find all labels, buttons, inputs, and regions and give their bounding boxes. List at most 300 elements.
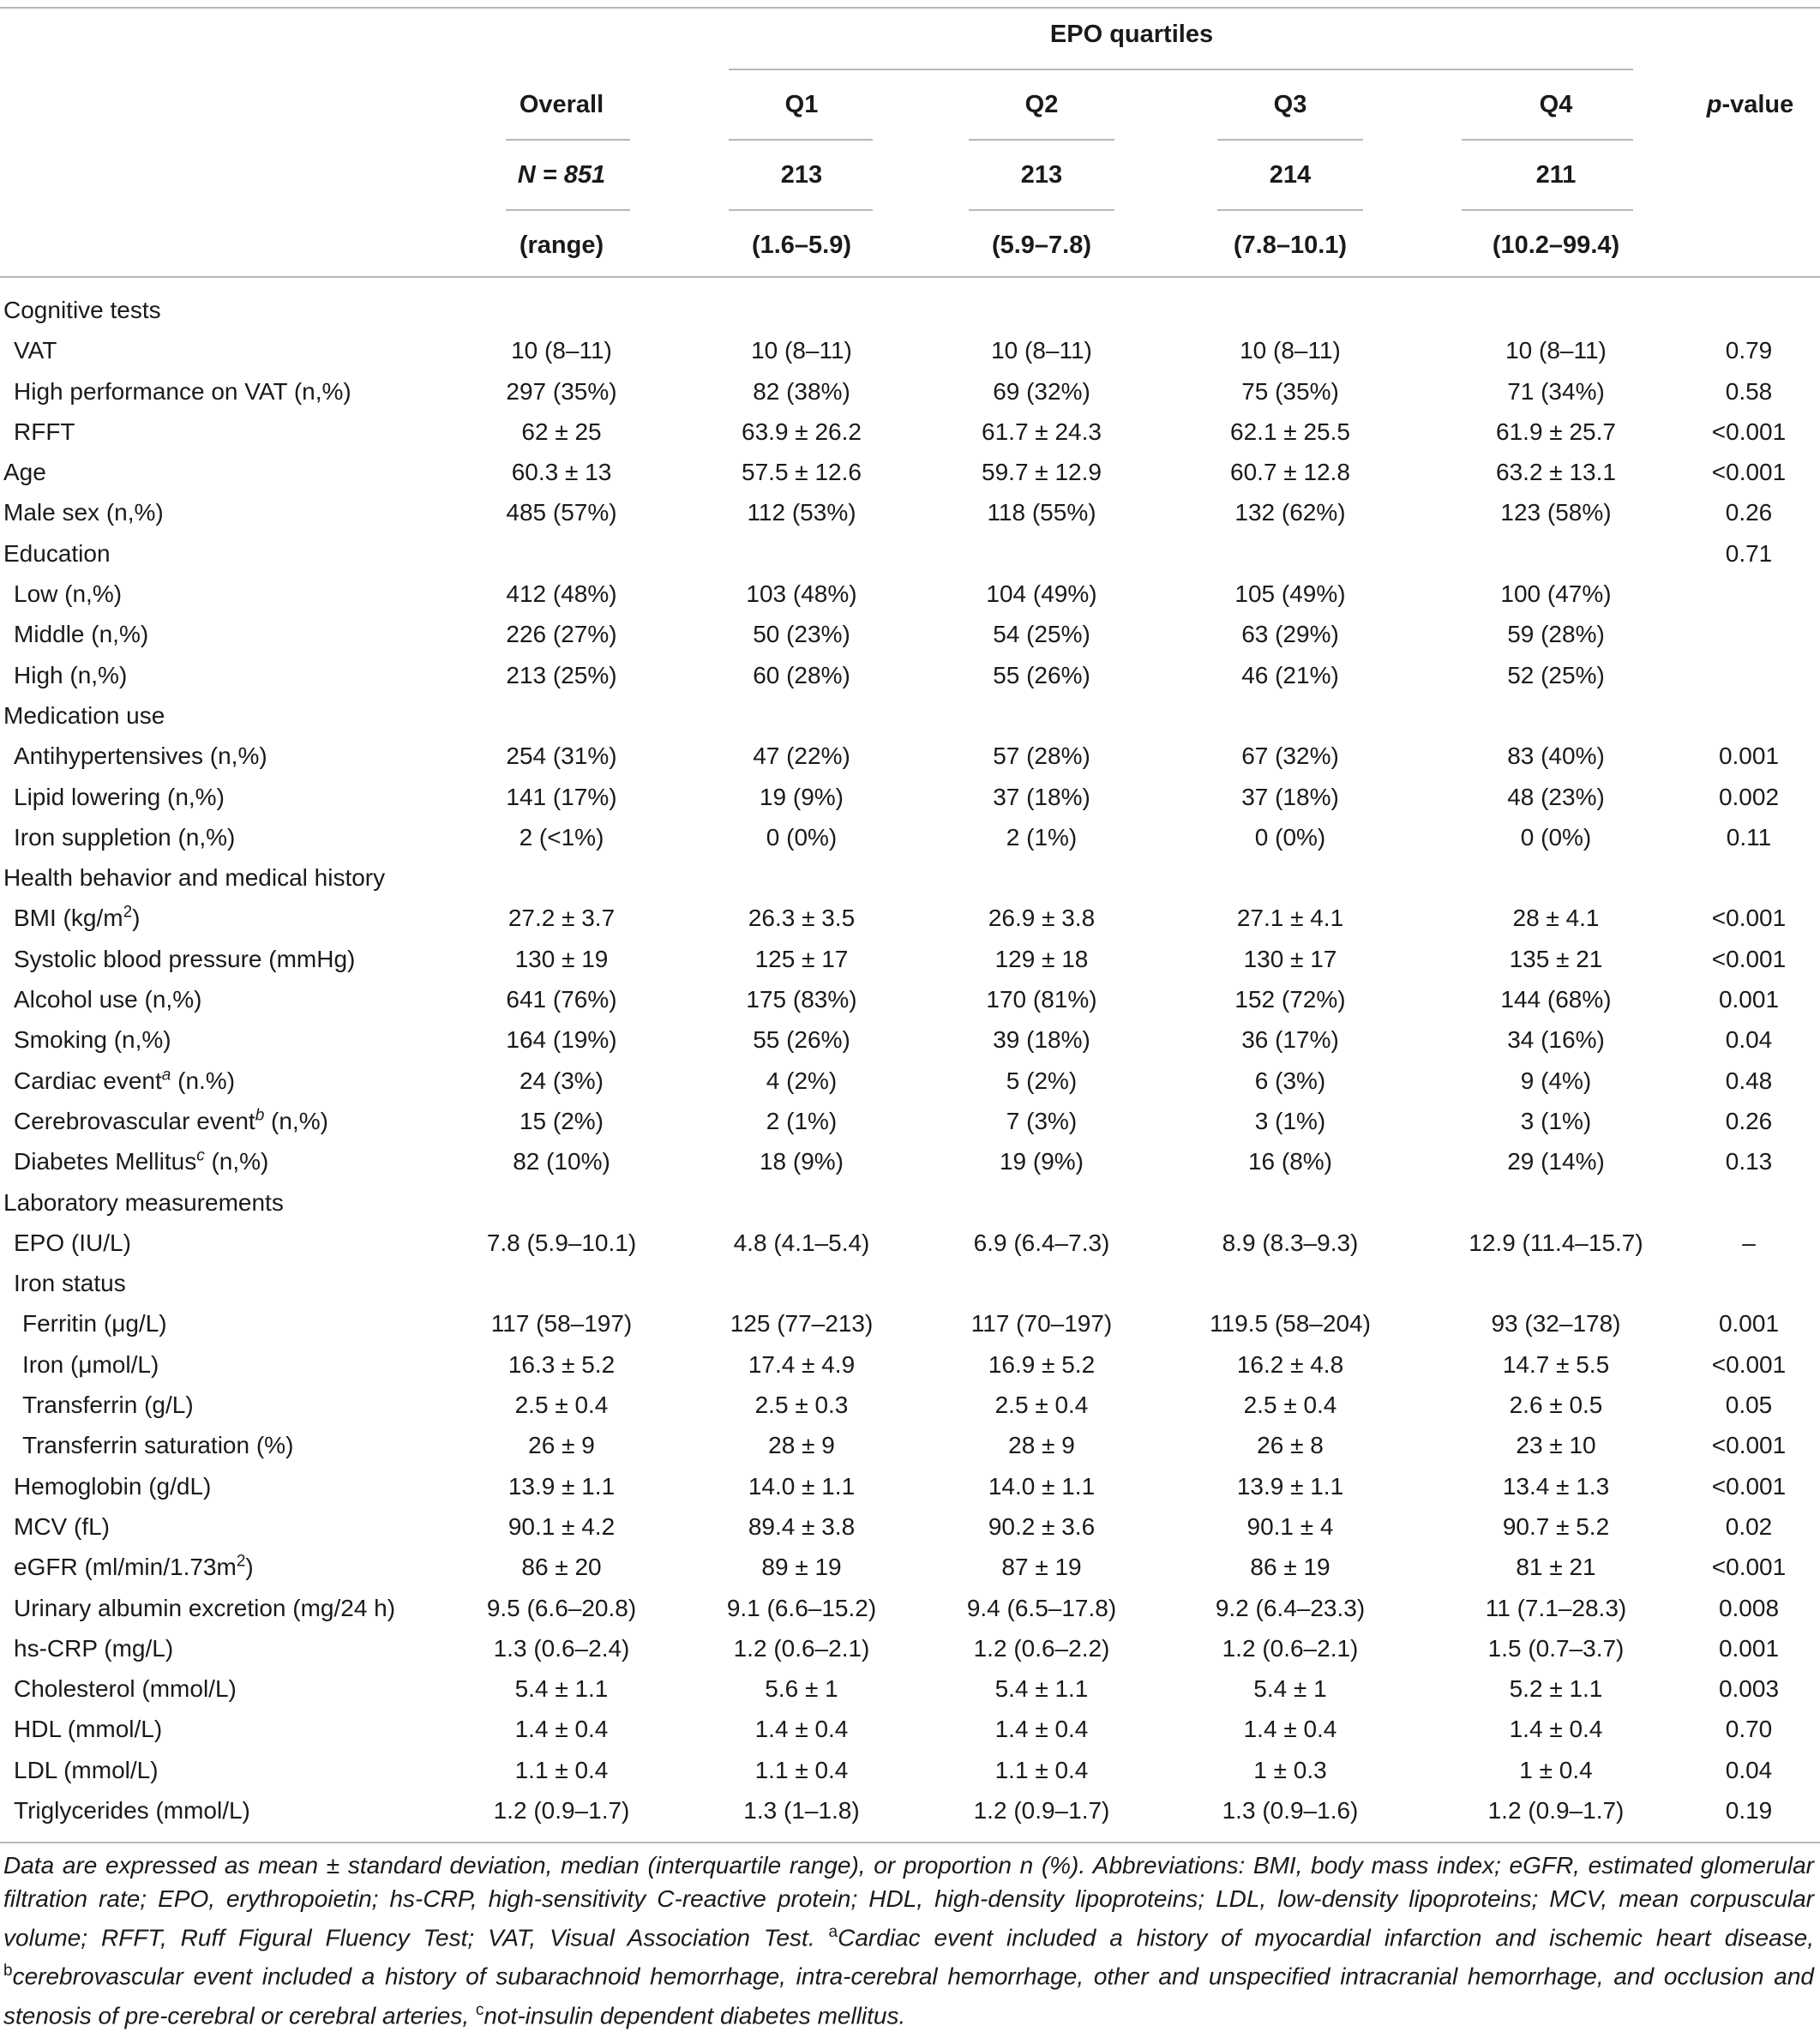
row-label-text: MCV (fL) — [14, 1512, 110, 1540]
cell-q3: 1.4 ± 0.4 — [1243, 1716, 1337, 1743]
cell-overall: 86 ± 20 — [521, 1554, 602, 1581]
cell-q1: 60 (28%) — [753, 661, 850, 688]
table-row — [0, 1750, 1820, 1790]
cell-p-value: <0.001 — [1711, 945, 1787, 972]
cell-q1: 50 (23%) — [753, 621, 850, 648]
table-row — [0, 1668, 1820, 1709]
cell-overall: 10 (8–11) — [511, 337, 612, 364]
cell-p-value: 0.001 — [1718, 1310, 1780, 1338]
row-label — [14, 1588, 395, 1628]
row-label-text: Cognitive tests — [3, 297, 161, 323]
cell-q1: 175 (83%) — [746, 986, 857, 1013]
table-row — [0, 533, 1820, 574]
cell-overall: 254 (31%) — [506, 742, 617, 770]
row-label-sup: c — [196, 1146, 205, 1165]
cell-overall: 130 ± 19 — [514, 945, 609, 972]
cell-q2: 37 (18%) — [993, 783, 1090, 810]
cell-overall: 5.4 ± 1.1 — [514, 1675, 609, 1703]
cell-q1: 19 (9%) — [759, 783, 844, 810]
col-overall-range: (range) — [519, 231, 604, 259]
header-bottom-rule — [0, 276, 1820, 278]
table-row — [0, 574, 1820, 614]
cell-q1: 28 ± 9 — [768, 1432, 835, 1459]
p-italic: p — [1706, 91, 1722, 118]
footnote-main: Data are expressed as mean ± standard deviation, median (interquartile range), or proportion n (%). Abbreviations: BMI, body mass index; eGFR, estimated glomerular filtration rate; EPO, erythropoietin; hs-CRP, high-sensitivity C-reactive protein; HDL, high-density lipoproteins; LDL, low-density lipoproteins; MCV, mean corpuscular volume; RFFT, Ruff Figural Fluency Test; VAT, Visual Association Test. — [3, 1852, 1814, 1951]
row-label-suffix: ) — [132, 905, 141, 932]
col-q1-n: 213 — [780, 161, 823, 189]
cell-q2: 129 ± 18 — [994, 945, 1089, 972]
table-row — [0, 371, 1820, 412]
cell-q2: 61.7 ± 24.3 — [982, 418, 1102, 445]
row-label-text: Diabetes Mellitus — [14, 1148, 197, 1175]
row-label — [14, 1506, 110, 1547]
cell-q2: 9.4 (6.5–17.8) — [966, 1594, 1117, 1621]
cell-overall: 641 (76%) — [506, 986, 617, 1013]
cell-q1: 26.3 ± 3.5 — [748, 905, 856, 932]
row-label — [14, 1101, 328, 1141]
cell-overall: 141 (17%) — [506, 783, 617, 810]
row-label — [14, 614, 148, 654]
row-label — [14, 1019, 171, 1060]
cell-q1: 55 (26%) — [753, 1026, 850, 1054]
table-row — [0, 492, 1820, 532]
cell-q1: 103 (48%) — [746, 580, 857, 608]
row-label — [14, 1790, 250, 1831]
cell-p-value: 0.05 — [1725, 1392, 1773, 1419]
cell-q2: 118 (55%) — [987, 499, 1096, 526]
col-q3-rule2 — [1217, 209, 1363, 211]
table-row — [0, 655, 1820, 695]
footnote-b-mark: b — [3, 1962, 13, 1981]
table-row — [0, 330, 1820, 370]
row-label-sup: 2 — [236, 1552, 246, 1571]
col-q3-name: Q3 — [1273, 91, 1307, 118]
cell-q4: 34 (16%) — [1507, 1026, 1605, 1054]
cell-q2: 55 (26%) — [993, 661, 1090, 688]
row-label-text: Alcohol use (n,%) — [14, 986, 202, 1013]
table-row — [0, 1506, 1820, 1547]
col-q1-rule1 — [729, 139, 873, 141]
p-suffix: -value — [1721, 91, 1794, 118]
cell-overall: 62 ± 25 — [521, 418, 602, 445]
table-row — [0, 1628, 1820, 1668]
cell-q2: 1.1 ± 0.4 — [994, 1756, 1089, 1783]
table-row — [0, 777, 1820, 817]
cell-q2: 1.4 ± 0.4 — [994, 1716, 1089, 1743]
cell-q4: 1.4 ± 0.4 — [1509, 1716, 1603, 1743]
table-row — [0, 939, 1820, 979]
cell-p-value: 0.71 — [1725, 539, 1773, 567]
table-row — [0, 857, 1820, 898]
cell-q3: 5.4 ± 1 — [1253, 1675, 1327, 1703]
cell-p-value: <0.001 — [1711, 418, 1787, 445]
cell-overall: 226 (27%) — [506, 621, 617, 648]
table-row — [0, 817, 1820, 857]
cell-q4: 11 (7.1–28.3) — [1485, 1594, 1627, 1621]
cell-q3: 1.3 (0.9–1.6) — [1222, 1796, 1359, 1824]
row-label — [3, 857, 385, 898]
cell-q3: 132 (62%) — [1234, 499, 1346, 526]
row-label — [14, 1223, 131, 1263]
table-row — [0, 1061, 1820, 1101]
col-overall-rule1 — [506, 139, 630, 141]
table-row — [0, 452, 1820, 492]
row-label-text: Iron status — [14, 1270, 126, 1297]
row-label-text: Ferritin (μg/L) — [22, 1310, 167, 1338]
cell-q2: 10 (8–11) — [991, 337, 1092, 364]
cell-overall: 16.3 ± 5.2 — [508, 1350, 616, 1378]
row-label-suffix: (n,%) — [204, 1148, 269, 1175]
cell-q2: 1.2 (0.9–1.7) — [973, 1796, 1110, 1824]
row-label-text: Lipid lowering (n,%) — [14, 783, 225, 810]
row-label — [14, 1466, 211, 1506]
cell-q3: 37 (18%) — [1241, 783, 1339, 810]
cell-q2: 2 (1%) — [1006, 823, 1078, 851]
cell-q4: 13.4 ± 1.3 — [1502, 1472, 1610, 1500]
cell-q1: 10 (8–11) — [751, 337, 852, 364]
cell-q2: 90.2 ± 3.6 — [988, 1512, 1096, 1540]
table-footnote — [3, 1849, 1814, 2032]
cell-p-value: 0.002 — [1718, 783, 1780, 810]
cell-q3: 1.2 (0.6–2.1) — [1222, 1634, 1359, 1662]
cell-q2: 28 ± 9 — [1008, 1432, 1075, 1459]
row-label — [14, 655, 127, 695]
cell-q4: 10 (8–11) — [1505, 337, 1607, 364]
row-label — [22, 1385, 194, 1425]
cell-q3: 62.1 ± 25.5 — [1230, 418, 1350, 445]
cell-overall: 7.8 (5.9–10.1) — [486, 1229, 637, 1256]
cell-q3: 36 (17%) — [1241, 1026, 1339, 1054]
cell-q2: 59.7 ± 12.9 — [982, 459, 1102, 486]
row-label — [14, 736, 267, 776]
cell-overall: 412 (48%) — [506, 580, 617, 608]
cell-q1: 4.8 (4.1–5.4) — [733, 1229, 870, 1256]
row-label-text: Transferrin (g/L) — [22, 1392, 194, 1419]
footnote-a-text: Cardiac event included a history of myocardial infarction and ischemic heart disease, — [838, 1924, 1814, 1951]
row-label-text: Male sex (n,%) — [3, 499, 164, 526]
row-label-text: Low (n,%) — [14, 580, 123, 608]
cell-q2: 6.9 (6.4–7.3) — [973, 1229, 1110, 1256]
cell-q1: 1.3 (1–1.8) — [743, 1796, 860, 1824]
row-label — [14, 371, 351, 412]
row-label — [14, 817, 235, 857]
cell-q4: 2.6 ± 0.5 — [1509, 1392, 1603, 1419]
row-label-text: Cerebrovascular event — [14, 1107, 255, 1134]
cell-q4: 52 (25%) — [1507, 661, 1605, 688]
table-row — [0, 1709, 1820, 1749]
col-q2-rule2 — [969, 209, 1114, 211]
col-q4-range: (10.2–99.4) — [1492, 231, 1620, 259]
row-label — [14, 1061, 235, 1101]
row-label — [14, 1709, 162, 1749]
col-q4-name: Q4 — [1539, 91, 1573, 118]
col-q4-rule1 — [1462, 139, 1633, 141]
cell-p-value: 0.04 — [1725, 1026, 1773, 1054]
table-bottom-rule — [0, 1842, 1820, 1843]
cell-overall: 1.1 ± 0.4 — [514, 1756, 609, 1783]
row-label-text: Transferrin saturation (%) — [22, 1432, 294, 1459]
cell-overall: 27.2 ± 3.7 — [508, 905, 616, 932]
table-row — [0, 736, 1820, 776]
row-label-text: LDL (mmol/L) — [14, 1756, 159, 1783]
table-row — [0, 1303, 1820, 1344]
cell-q3: 105 (49%) — [1234, 580, 1346, 608]
col-q2-range: (5.9–7.8) — [991, 231, 1092, 259]
cell-q4: 100 (47%) — [1500, 580, 1612, 608]
cell-p-value: <0.001 — [1711, 1472, 1787, 1500]
cell-overall: 1.4 ± 0.4 — [514, 1716, 609, 1743]
cell-q3: 26 ± 8 — [1257, 1432, 1324, 1459]
cell-q4: 93 (32–178) — [1491, 1310, 1621, 1338]
row-label — [14, 939, 355, 979]
row-label — [3, 290, 161, 330]
row-label-text: Iron (μmol/L) — [22, 1350, 159, 1378]
cell-p-value: <0.001 — [1711, 1350, 1787, 1378]
cell-overall: 82 (10%) — [513, 1148, 610, 1175]
row-label — [14, 979, 201, 1019]
table-row — [0, 1547, 1820, 1587]
col-q2-n: 213 — [1020, 161, 1063, 189]
cell-q2: 69 (32%) — [993, 377, 1090, 405]
cell-p-value: <0.001 — [1711, 1554, 1787, 1581]
cell-p-value: 0.26 — [1725, 1107, 1773, 1134]
row-label-text: Systolic blood pressure (mmHg) — [14, 945, 356, 972]
cell-p-value: 0.48 — [1725, 1067, 1773, 1094]
row-label — [14, 898, 140, 938]
cell-q3: 152 (72%) — [1234, 986, 1346, 1013]
cell-q2: 170 (81%) — [986, 986, 1097, 1013]
cell-overall: 1.3 (0.6–2.4) — [493, 1634, 630, 1662]
row-label — [22, 1344, 159, 1385]
table-row — [0, 1263, 1820, 1303]
table-body — [0, 290, 1820, 1831]
cell-q4: 1 ± 0.4 — [1519, 1756, 1593, 1783]
cell-q1: 125 (77–213) — [730, 1310, 874, 1338]
cell-p-value: 0.70 — [1725, 1716, 1773, 1743]
cell-q4: 90.7 ± 5.2 — [1502, 1512, 1610, 1540]
cell-q2: 26.9 ± 3.8 — [988, 905, 1096, 932]
epo-quartiles-header: EPO quartiles — [1049, 21, 1214, 48]
cell-q1: 1.4 ± 0.4 — [754, 1716, 849, 1743]
top-rule — [0, 7, 1820, 9]
row-label — [14, 777, 225, 817]
cell-p-value: 0.008 — [1718, 1594, 1780, 1621]
col-q3-range: (7.8–10.1) — [1233, 231, 1348, 259]
cell-q3: 10 (8–11) — [1240, 337, 1341, 364]
cell-q2: 87 ± 19 — [1001, 1554, 1082, 1581]
row-label-text: Antihypertensives (n,%) — [14, 742, 267, 770]
cell-q4: 28 ± 4.1 — [1512, 905, 1600, 932]
cell-q2: 39 (18%) — [993, 1026, 1090, 1054]
row-label — [14, 1668, 237, 1709]
cell-q3: 9.2 (6.4–23.3) — [1215, 1594, 1366, 1621]
row-label — [3, 533, 111, 574]
col-q1-name: Q1 — [784, 91, 819, 118]
row-label-text: Age — [3, 459, 46, 486]
cell-q1: 125 ± 17 — [754, 945, 849, 972]
cell-p-value: 0.001 — [1718, 742, 1780, 770]
row-label-text: VAT — [14, 337, 57, 364]
cell-q2: 14.0 ± 1.1 — [988, 1472, 1096, 1500]
col-q3-rule1 — [1217, 139, 1363, 141]
cell-q4: 135 ± 21 — [1509, 945, 1603, 972]
cell-q3: 75 (35%) — [1241, 377, 1339, 405]
cell-overall: 24 (3%) — [519, 1067, 604, 1094]
cell-q2: 54 (25%) — [993, 621, 1090, 648]
col-q4-n: 211 — [1535, 161, 1577, 189]
cell-q2: 19 (9%) — [999, 1148, 1084, 1175]
cell-q4: 5.2 ± 1.1 — [1509, 1675, 1603, 1703]
cell-q3: 130 ± 17 — [1243, 945, 1337, 972]
cell-q1: 89 ± 19 — [761, 1554, 842, 1581]
row-label-suffix: (n,%) — [264, 1107, 328, 1134]
row-label-text: Education — [3, 539, 111, 567]
footnote-a-mark: a — [828, 1923, 838, 1941]
cell-overall: 26 ± 9 — [528, 1432, 595, 1459]
cell-q4: 14.7 ± 5.5 — [1502, 1350, 1610, 1378]
cell-q2: 16.9 ± 5.2 — [988, 1350, 1096, 1378]
cell-overall: 164 (19%) — [506, 1026, 617, 1054]
cell-q1: 9.1 (6.6–15.2) — [726, 1594, 877, 1621]
col-q4-rule2 — [1462, 209, 1633, 211]
cell-q3: 90.1 ± 4 — [1246, 1512, 1334, 1540]
cell-q3: 13.9 ± 1.1 — [1236, 1472, 1344, 1500]
table-row — [0, 1588, 1820, 1628]
cell-q3: 16 (8%) — [1247, 1148, 1333, 1175]
cell-q1: 47 (22%) — [753, 742, 850, 770]
cell-q1: 4 (2%) — [766, 1067, 838, 1094]
cell-q4: 63.2 ± 13.1 — [1496, 459, 1616, 486]
cell-q1: 0 (0%) — [766, 823, 838, 851]
cell-q3: 3 (1%) — [1254, 1107, 1326, 1134]
row-label-text: Middle (n,%) — [14, 621, 149, 648]
cell-q1: 57.5 ± 12.6 — [742, 459, 862, 486]
overall-n-text: N = 851 — [517, 161, 606, 189]
cell-q3: 67 (32%) — [1241, 742, 1339, 770]
cell-q3: 119.5 (58–204) — [1210, 1310, 1371, 1338]
cell-q4: 59 (28%) — [1507, 621, 1605, 648]
table-row — [0, 1344, 1820, 1385]
table-row — [0, 1385, 1820, 1425]
cell-q2: 117 (70–197) — [970, 1310, 1113, 1338]
cell-p-value: 0.19 — [1725, 1796, 1773, 1824]
cell-q3: 27.1 ± 4.1 — [1236, 905, 1344, 932]
cell-q4: 81 ± 21 — [1516, 1554, 1596, 1581]
cell-q4: 3 (1%) — [1520, 1107, 1592, 1134]
cell-q3: 6 (3%) — [1254, 1067, 1326, 1094]
cell-q4: 29 (14%) — [1507, 1148, 1605, 1175]
row-label — [22, 1425, 293, 1465]
cell-p-value: <0.001 — [1711, 459, 1787, 486]
cell-q4: 12.9 (11.4–15.7) — [1469, 1229, 1643, 1256]
cell-q3: 8.9 (8.3–9.3) — [1222, 1229, 1359, 1256]
cell-overall: 1.2 (0.9–1.7) — [493, 1796, 630, 1824]
row-label — [3, 452, 46, 492]
row-label-text: Smoking (n,%) — [14, 1026, 171, 1054]
row-label-text: Medication use — [3, 701, 165, 729]
row-label — [14, 412, 75, 452]
cell-q4: 23 ± 10 — [1516, 1432, 1596, 1459]
row-label-text: Cholesterol (mmol/L) — [14, 1675, 237, 1703]
row-label-text: Urinary albumin excretion (mg/24 h) — [14, 1594, 396, 1621]
footnote-c-text: not-insulin dependent diabetes mellitus. — [484, 2001, 906, 2029]
cell-q1: 112 (53%) — [747, 499, 856, 526]
row-label-text: Laboratory measurements — [3, 1188, 284, 1216]
row-label-suffix: ) — [245, 1554, 254, 1581]
cell-overall: 117 (58–197) — [490, 1310, 633, 1338]
row-label-text: Hemoglobin (g/dL) — [14, 1472, 212, 1500]
cell-overall: 9.5 (6.6–20.8) — [486, 1594, 637, 1621]
cell-q1: 2.5 ± 0.3 — [754, 1392, 849, 1419]
cell-p-value: 0.11 — [1726, 823, 1772, 851]
row-label — [3, 695, 165, 736]
col-q3-n: 214 — [1269, 161, 1312, 189]
col-q2-name: Q2 — [1024, 91, 1059, 118]
cell-q1: 5.6 ± 1 — [765, 1675, 838, 1703]
col-overall-name: Overall — [519, 91, 604, 118]
table-row — [0, 1182, 1820, 1223]
footnote-c-mark: c — [475, 2000, 484, 2019]
table-row — [0, 695, 1820, 736]
table-row — [0, 1141, 1820, 1181]
cell-overall: 90.1 ± 4.2 — [508, 1512, 616, 1540]
cell-q3: 46 (21%) — [1241, 661, 1339, 688]
row-label-text: High performance on VAT (n,%) — [14, 377, 351, 405]
table-row — [0, 898, 1820, 938]
cell-p-value: 0.58 — [1725, 377, 1773, 405]
cell-q2: 1.2 (0.6–2.2) — [973, 1634, 1110, 1662]
row-label — [14, 1141, 268, 1181]
row-label-sup: b — [255, 1106, 265, 1125]
cell-p-value: – — [1742, 1229, 1756, 1256]
footnote-b-text: cerebrovascular event included a history of subarachnoid hemorrhage, intra-cerebral hemorrhage, other and unspecified intracranial hemorrhage, and occlusion and stenosis of pre-cerebral or cerebral arteries, — [3, 1963, 1814, 2029]
row-label — [14, 330, 57, 370]
cell-q4: 48 (23%) — [1507, 783, 1605, 810]
col-q1-rule2 — [729, 209, 873, 211]
table-row — [0, 614, 1820, 654]
cell-q3: 0 (0%) — [1254, 823, 1326, 851]
cell-q4: 1.5 (0.7–3.7) — [1487, 1634, 1625, 1662]
row-label-sup: a — [161, 1066, 171, 1085]
cell-q3: 1 ± 0.3 — [1253, 1756, 1327, 1783]
col-q2-rule1 — [969, 139, 1114, 141]
cell-p-value: 0.003 — [1718, 1675, 1780, 1703]
cell-overall: 485 (57%) — [506, 499, 617, 526]
cell-overall: 15 (2%) — [519, 1107, 604, 1134]
row-label-text: HDL (mmol/L) — [14, 1716, 163, 1743]
cell-overall: 213 (25%) — [506, 661, 617, 688]
cell-overall: 60.3 ± 13 — [511, 459, 612, 486]
cell-q2: 57 (28%) — [993, 742, 1090, 770]
cell-q2: 2.5 ± 0.4 — [994, 1392, 1089, 1419]
cell-p-value: <0.001 — [1711, 1432, 1787, 1459]
cell-q4: 1.2 (0.9–1.7) — [1487, 1796, 1625, 1824]
cell-q1: 2 (1%) — [766, 1107, 838, 1134]
row-label — [22, 1303, 167, 1344]
cell-q1: 1.1 ± 0.4 — [754, 1756, 849, 1783]
cell-q1: 18 (9%) — [759, 1148, 844, 1175]
cell-q3: 86 ± 19 — [1250, 1554, 1330, 1581]
cell-q3: 63 (29%) — [1241, 621, 1339, 648]
table-row — [0, 1019, 1820, 1060]
cell-q3: 2.5 ± 0.4 — [1243, 1392, 1337, 1419]
table-row — [0, 290, 1820, 330]
row-label-text: eGFR (ml/min/1.73m — [14, 1554, 237, 1581]
row-label-suffix: (n.%) — [171, 1067, 236, 1094]
cell-p-value: 0.13 — [1725, 1148, 1773, 1175]
row-label — [14, 574, 122, 614]
row-label-text: hs-CRP (mg/L) — [14, 1634, 174, 1662]
